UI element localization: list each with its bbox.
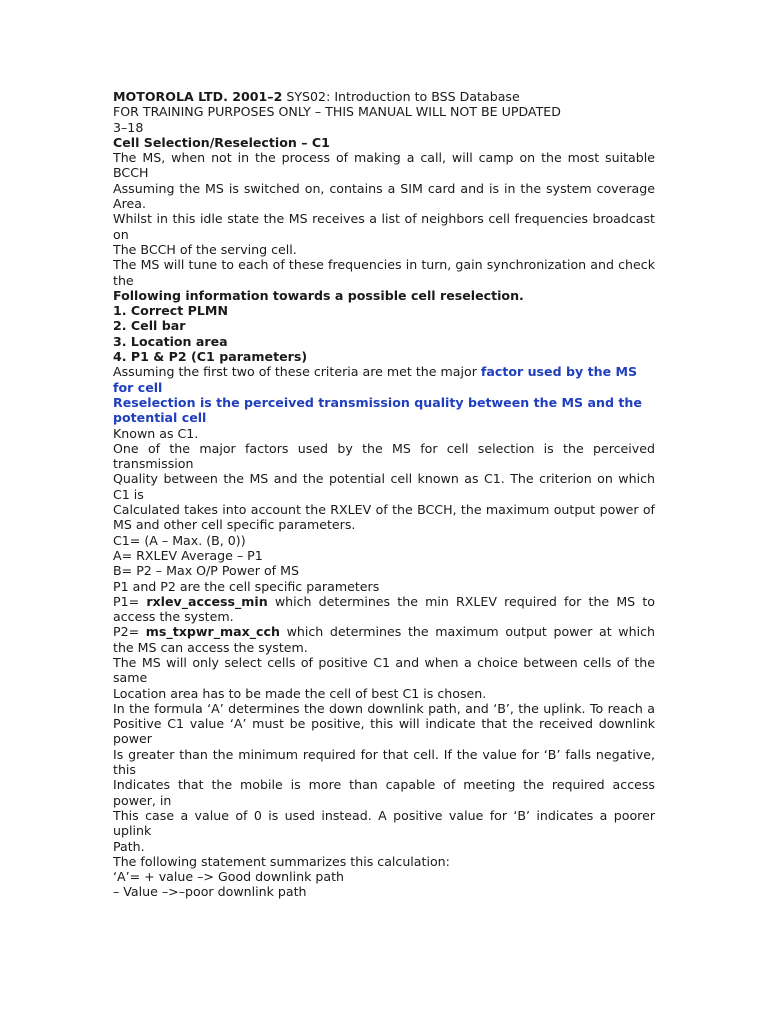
intro-line: Whilst in this idle state the MS receives a list of neighbors cell frequencies broadcast	[113, 211, 655, 227]
formula-line: B= P2 – Max O/P Power of MS	[113, 563, 299, 579]
body-line: Positive C1 value ‘A’ must be positive, this will indicate that the received downlink	[113, 716, 655, 732]
body-line: In the formula ‘A’ determines the down downlink path, and ‘B’, the uplink. To reach a	[113, 700, 655, 716]
intro-line: The BCCH of the serving cell.	[113, 241, 297, 257]
body-line: Location area has to be made the cell of best C1 is chosen.	[113, 685, 487, 701]
intro-line: Area.	[113, 196, 146, 212]
intro-line: Assuming the MS is switched on, contains a SIM card and is in the system coverage	[113, 180, 655, 196]
training-notice: FOR TRAINING PURPOSES ONLY – THIS MANUAL WILL NOT BE UPDATED	[113, 104, 561, 120]
highlight-text: potential cell	[113, 410, 207, 426]
criteria-item: 2. Cell bar	[113, 318, 186, 334]
p2-prefix: P2=	[113, 624, 146, 640]
p2-term: ms_txpwr_max_cch	[145, 624, 280, 640]
summary-line: ‘A’= + value –> Good downlink path	[113, 869, 345, 885]
body-line: MS and other cell specific parameters.	[113, 517, 356, 533]
p2-description: which determines the maximum output power at which	[279, 624, 655, 640]
course-title: SYS02: Introduction to BSS Database	[282, 89, 520, 104]
formula-line: A= RXLEV Average – P1	[113, 547, 263, 563]
intro-line: the	[113, 272, 134, 288]
criteria-item: 3. Location area	[113, 333, 228, 349]
criteria-item: 1. Correct PLMN	[113, 303, 228, 319]
body-line: same	[113, 670, 148, 686]
body-line: power	[113, 731, 152, 747]
body-line: Known as C1.	[113, 425, 199, 441]
highlight-text: factor used by the MS	[480, 364, 638, 380]
body-line: One of the major factors used by the MS for cell selection is the perceived	[113, 440, 655, 456]
body-line: C1 is	[113, 486, 144, 502]
document-page	[113, 89, 655, 900]
company-name: MOTOROLA LTD. 2001–2	[113, 89, 283, 104]
body-line: Quality between the MS and the potential cell known as C1. The criterion on which	[113, 471, 655, 487]
p2-line	[113, 624, 655, 639]
highlight-text: for cell	[113, 379, 163, 395]
page-reference: 3–18	[113, 119, 144, 135]
p2-continuation: the MS can access the system.	[113, 639, 308, 655]
body-line: transmission	[113, 456, 194, 472]
intro-line: on	[113, 226, 129, 242]
p1-continuation: access the system.	[113, 609, 234, 625]
intro-line: The MS, when not in the process of making a call, will camp on the most suitable	[113, 150, 655, 166]
assumption-line	[113, 364, 655, 379]
assumption-text: Assuming the first two of these criteria are met the major	[113, 364, 481, 380]
intro-line: BCCH	[113, 165, 149, 181]
section-title: Cell Selection/Reselection – C1	[113, 134, 330, 150]
body-line: This case a value of 0 is used instead. A positive value for ‘B’ indicates a poorer	[113, 807, 655, 823]
p1-description: which determines the min RXLEV required for the MS to	[267, 593, 655, 609]
body-line: P1 and P2 are the cell specific parameters	[113, 578, 380, 594]
criteria-item: 4. P1 & P2 (C1 parameters)	[113, 349, 308, 365]
p1-term: rxlev_access_min	[146, 593, 268, 609]
body-line: power, in	[113, 792, 172, 808]
intro-line: The MS will tune to each of these frequencies in turn, gain synchronization and check	[113, 257, 655, 273]
body-line: The following statement summarizes this calculation:	[113, 853, 450, 869]
header-line	[113, 89, 655, 104]
body-line: Calculated takes into account the RXLEV of the BCCH, the maximum output power of	[113, 502, 655, 518]
highlight-text: Reselection is the perceived transmission quality between the MS and the	[113, 394, 642, 410]
p1-line	[113, 594, 655, 609]
body-line: uplink	[113, 823, 152, 839]
body-line: Path.	[113, 838, 145, 854]
body-line: this	[113, 762, 136, 778]
formula-line: C1= (A – Max. (B, 0))	[113, 532, 246, 548]
following-heading: Following information towards a possible cell reselection.	[113, 287, 524, 303]
body-line: The MS will only select cells of positive C1 and when a choice between cells of the	[113, 654, 655, 670]
body-line: Indicates that the mobile is more than capable of meeting the required access	[113, 777, 655, 793]
summary-line: – Value –>–poor downlink path	[113, 884, 307, 900]
p1-prefix: P1=	[113, 593, 147, 609]
body-line: Is greater than the minimum required for that cell. If the value for ‘B’ falls negative,	[113, 746, 655, 762]
